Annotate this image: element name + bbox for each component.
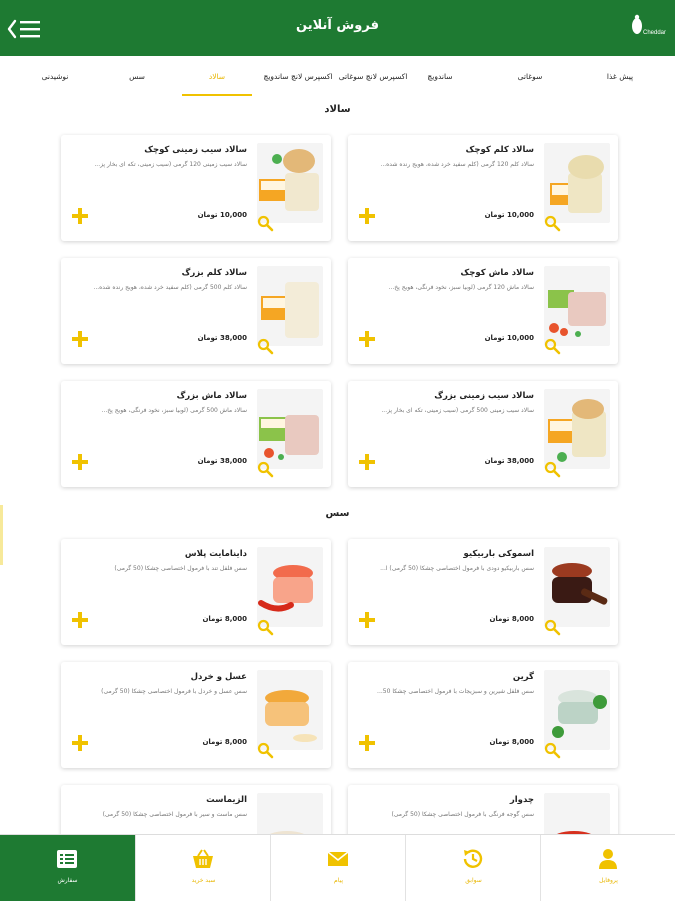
add-to-cart-plus-icon[interactable] xyxy=(358,611,376,629)
logo-text: Cheddar xyxy=(643,30,667,36)
tab-appetizer[interactable]: پیش غذا xyxy=(606,72,634,81)
tab-drinks[interactable]: نوشیدنی xyxy=(41,72,69,81)
product-image xyxy=(257,143,323,223)
bottom-navigation xyxy=(0,834,675,901)
product-card[interactable] xyxy=(61,662,331,768)
product-description: سس عسل و خردل با فرمول اختصاصی چشکا (50 گرمی) xyxy=(101,688,247,695)
history-icon xyxy=(461,847,485,871)
nav-order[interactable] xyxy=(0,835,135,901)
zoom-icon[interactable] xyxy=(257,742,273,758)
nav-label: پیام xyxy=(333,877,344,884)
product-description: سالاد ماش 120 گرمی (لوبیا سبز، نخود فرنگی، هویج پخ... xyxy=(388,284,534,291)
product-description: سالاد سیب زمینی 500 گرمی (سیب زمینی، تکه ای بخار پز... xyxy=(381,407,534,414)
product-name: سالاد ماش بزرگ xyxy=(176,391,247,401)
section-title-salad: سالاد xyxy=(324,104,351,115)
add-to-cart-plus-icon[interactable] xyxy=(71,330,89,348)
product-description: سس فلفل شیرین و سبزیجات با فرمول اختصاصی چشکا 50... xyxy=(377,688,534,695)
add-to-cart-plus-icon[interactable] xyxy=(358,330,376,348)
product-description: سس گوجه فرنگی با فرمول اختصاصی چشکا (50 گرمی) xyxy=(391,811,534,818)
tab-salad[interactable]: سالاد xyxy=(208,72,226,81)
product-image xyxy=(257,547,323,627)
product-price: 10,000 تومان xyxy=(197,211,247,219)
product-name: سالاد کلم کوچک xyxy=(465,145,534,155)
product-card[interactable] xyxy=(348,662,618,768)
product-name: چدوار xyxy=(509,795,534,805)
product-card[interactable] xyxy=(348,381,618,487)
product-image xyxy=(544,670,610,750)
add-to-cart-plus-icon[interactable] xyxy=(358,207,376,225)
product-description: سس فلفل تند با فرمول اختصاصی چشکا (50 گرمی) xyxy=(114,565,247,572)
product-image xyxy=(257,670,323,750)
zoom-icon[interactable] xyxy=(257,461,273,477)
product-image xyxy=(257,389,323,469)
add-to-cart-plus-icon[interactable] xyxy=(71,207,89,225)
basket-icon xyxy=(191,847,215,871)
zoom-icon[interactable] xyxy=(257,338,273,354)
nav-profile[interactable] xyxy=(540,835,676,901)
nav-messages[interactable] xyxy=(270,835,406,901)
product-description: سالاد کلم 120 گرمی (کلم سفید خرد شده، هویج رنده شده... xyxy=(380,161,534,168)
zoom-icon[interactable] xyxy=(544,619,560,635)
product-card[interactable] xyxy=(61,539,331,645)
add-to-cart-plus-icon[interactable] xyxy=(71,734,89,752)
nav-label: سبد خرید xyxy=(191,877,216,884)
brand-logo xyxy=(629,14,667,42)
nav-label: سوابق xyxy=(465,877,482,884)
product-image xyxy=(544,547,610,627)
add-to-cart-plus-icon[interactable] xyxy=(358,734,376,752)
add-to-cart-plus-icon[interactable] xyxy=(358,453,376,471)
mail-icon xyxy=(326,847,350,871)
product-description: سالاد ماش 500 گرمی (لوبیا سبز، نخود فرنگی، هویج پخ... xyxy=(101,407,247,414)
tab-express-lunch-souvenir[interactable]: اکسپرس لانچ سوغاتی xyxy=(338,72,408,81)
product-name: عسل و خردل xyxy=(190,672,247,682)
product-name: گرین xyxy=(512,672,534,682)
product-card[interactable] xyxy=(61,258,331,364)
product-name: الزیماست xyxy=(206,795,247,805)
product-card[interactable] xyxy=(348,135,618,241)
product-price: 38,000 تومان xyxy=(197,334,247,342)
product-name: اسموکی باربیکیو xyxy=(463,549,534,559)
product-name: سالاد سیب زمینی کوچک xyxy=(144,145,247,155)
product-name: داینامایت پلاس xyxy=(184,549,247,559)
product-description: سالاد کلم 500 گرمی (کلم سفید خرد شده، هویج رنده شده... xyxy=(93,284,247,291)
product-card[interactable] xyxy=(61,381,331,487)
product-price: 10,000 تومان xyxy=(484,334,534,342)
nav-history[interactable] xyxy=(405,835,541,901)
nav-basket[interactable] xyxy=(135,835,271,901)
tab-sauce[interactable]: سس xyxy=(129,72,145,81)
product-price: 8,000 تومان xyxy=(489,615,534,623)
add-to-cart-plus-icon[interactable] xyxy=(71,453,89,471)
product-name: سالاد کلم بزرگ xyxy=(181,268,247,278)
product-price: 8,000 تومان xyxy=(202,738,247,746)
zoom-icon[interactable] xyxy=(544,742,560,758)
add-to-cart-plus-icon[interactable] xyxy=(71,611,89,629)
nav-label: سفارش xyxy=(57,877,78,884)
menu-list-icon xyxy=(55,847,79,871)
product-name: سالاد ماش کوچک xyxy=(460,268,534,278)
product-image xyxy=(544,143,610,223)
page-title: فروش آنلاین xyxy=(296,18,379,33)
zoom-icon[interactable] xyxy=(257,619,273,635)
product-image xyxy=(544,266,610,346)
product-card[interactable] xyxy=(61,135,331,241)
zoom-icon[interactable] xyxy=(257,215,273,231)
product-price: 8,000 تومان xyxy=(202,615,247,623)
nav-label: پروفایل xyxy=(599,877,618,884)
product-description: سس ماست و سیر با فرمول اختصاصی چشکا (50 گرمی) xyxy=(102,811,247,818)
product-price: 10,000 تومان xyxy=(484,211,534,219)
tab-express-lunch-sandwich[interactable]: اکسپرس لانچ ساندویچ xyxy=(263,72,333,81)
app-header xyxy=(0,0,675,56)
product-card[interactable] xyxy=(348,539,618,645)
zoom-icon[interactable] xyxy=(544,338,560,354)
product-price: 8,000 تومان xyxy=(489,738,534,746)
product-price: 38,000 تومان xyxy=(484,457,534,465)
user-icon xyxy=(596,847,620,871)
product-image xyxy=(544,389,610,469)
product-card[interactable] xyxy=(348,258,618,364)
product-price: 38,000 تومان xyxy=(197,457,247,465)
product-image xyxy=(257,266,323,346)
product-description: سالاد سیب زمینی 120 گرمی (سیب زمینی، تکه ای بخار پز... xyxy=(94,161,247,168)
product-name: سالاد سیب زمینی بزرگ xyxy=(434,391,534,401)
section-title-sauce: سس xyxy=(325,508,350,519)
zoom-icon[interactable] xyxy=(544,461,560,477)
tab-souvenir[interactable]: سوغاتی xyxy=(517,72,543,81)
product-description: سس باربیکیو دودی با فرمول اختصاصی چشکا (50 گرمی) ا... xyxy=(380,565,534,572)
category-tabs xyxy=(0,56,675,98)
active-tab-indicator xyxy=(182,94,252,96)
zoom-icon[interactable] xyxy=(544,215,560,231)
tab-sandwich[interactable]: ساندویچ xyxy=(427,72,453,81)
